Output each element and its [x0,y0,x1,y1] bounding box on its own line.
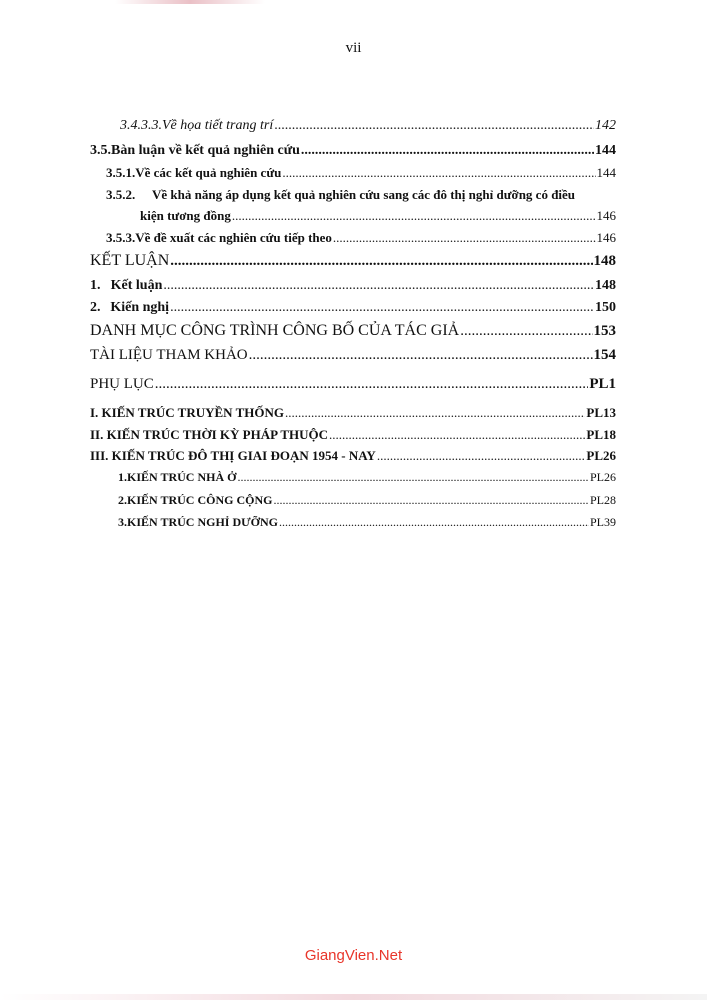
toc-entry-appendix-ii [90,427,616,443]
toc-leader-dots [273,493,589,508]
toc-entry-title: PHỤ LỤC [90,376,154,392]
toc-entry-number: 3.5.1. [106,165,136,180]
toc-leader-dots [170,300,594,316]
toc-leader-dots [329,427,585,443]
toc-entry-3-4-3-3 [120,118,616,134]
toc-entry-title-continued: kiện tương đồng [140,208,231,223]
toc-entry-appendix-iii-3 [118,515,616,530]
toc-leader-dots [377,448,586,464]
toc-entry-title: KIẾN TRÚC NHÀ Ở [127,470,237,484]
toc-entry-page: 148 [593,253,616,269]
toc-leader-dots [301,143,594,159]
toc-entry-page: PL26 [589,470,616,484]
toc-entry-page: 146 [596,208,616,223]
toc-leader-dots [460,323,592,340]
toc-entry-3-5-2-line2 [140,208,616,224]
toc-leader-dots [274,118,594,134]
toc-entry-page: 148 [595,278,616,293]
toc-entry-number: 3.5. [90,143,111,158]
toc-leader-dots [237,470,589,485]
toc-entry-page: 154 [593,347,616,363]
toc-entry-page: PL18 [586,427,616,442]
toc-entry-title: TÀI LIỆU THAM KHẢO [90,347,248,363]
toc-entry-3-5-2-line1 [106,187,575,203]
toc-entry-title: Kết luận [110,278,163,293]
toc-entry-title: Về các kết quả nghiên cứu [135,165,282,180]
toc-entry-appendix-iii [90,448,616,464]
toc-leader-dots [249,347,593,364]
toc-entry-3-5-1 [106,165,616,181]
toc-entry-title: II. KIẾN TRÚC THỜI KỲ PHÁP THUỘC [90,427,329,442]
toc-entry-title: Về khả năng áp dụng kết quả nghiên cứu sang các đô thị nghỉ dưỡng có điều [152,187,576,202]
toc-entry-number: 3.5.3. [106,230,136,245]
toc-leader-dots [155,376,589,393]
toc-entry-danh-muc-cong-trinh [90,322,616,340]
toc-entry-page: 150 [595,300,616,315]
toc-entry-number: 3. [118,515,127,529]
watermark: GiangVien.Net [304,947,403,964]
toc-leader-dots [282,165,595,181]
toc-leader-dots [163,278,594,294]
toc-entry-page: PL1 [589,376,616,392]
toc-entry-tai-lieu-tham-khao [90,347,616,364]
toc-entry-page: 144 [596,165,616,180]
scan-smudge-top [115,0,265,4]
page-number: vii [345,40,362,56]
toc-entry-phu-luc [90,376,616,393]
toc-entry-page: 144 [595,143,616,158]
toc-entry-page: 146 [596,230,616,245]
toc-entry-title: III. KIẾN TRÚC ĐÔ THỊ GIAI ĐOẠN 1954 - NAY [90,448,376,463]
toc-entry-title: DANH MỤC CÔNG TRÌNH CÔNG BỐ CỦA TÁC GIẢ [90,322,460,339]
toc-entry-appendix-i [90,405,616,421]
toc-entry-number: 3.5.2. [106,187,136,202]
toc-entry-title: Về họa tiết trang trí [162,118,274,133]
toc-entry-title: KIẾN TRÚC NGHỈ DƯỠNG [127,515,279,529]
toc-entry-page: PL39 [589,515,616,529]
toc-entry-title: KẾT LUẬN [90,252,170,269]
toc-entry-number: 2. [118,493,127,507]
toc-entry-appendix-iii-2 [118,493,616,508]
toc-entry-page: 142 [595,118,616,133]
toc-entry-title: Bàn luận về kết quả nghiên cứu [111,143,300,158]
toc-entry-1-ket-luan [90,278,616,294]
toc-entry-3-5 [90,143,616,159]
toc-entry-ket-luan [90,252,616,270]
toc-leader-dots [285,405,585,421]
toc-entry-title: KIẾN TRÚC CÔNG CỘNG [127,493,273,507]
scan-smudge-bottom [0,994,707,1000]
toc-entry-2-kien-nghi [90,300,616,316]
toc-entry-appendix-iii-1 [118,470,616,485]
toc-entry-number: 1. [90,278,101,293]
toc-entry-page: PL26 [586,448,616,463]
toc-entry-number: 1. [118,470,127,484]
toc-leader-dots [232,208,596,224]
toc-entry-number: 3.4.3.3. [120,118,162,133]
toc-entry-number: 2. [90,300,101,315]
toc-entry-page: 153 [593,323,616,339]
toc-entry-title: Kiến nghị [110,300,170,315]
toc-leader-dots [279,515,589,530]
toc-entry-page: PL13 [586,405,616,420]
toc-entry-title: Về đề xuất các nghiên cứu tiếp theo [135,230,332,245]
toc-entry-3-5-3 [106,230,616,246]
toc-entry-title: I. KIẾN TRÚC TRUYỀN THỐNG [90,405,284,420]
toc-leader-dots [170,253,592,270]
toc-leader-dots [333,230,596,246]
toc-entry-page: PL28 [589,493,616,507]
